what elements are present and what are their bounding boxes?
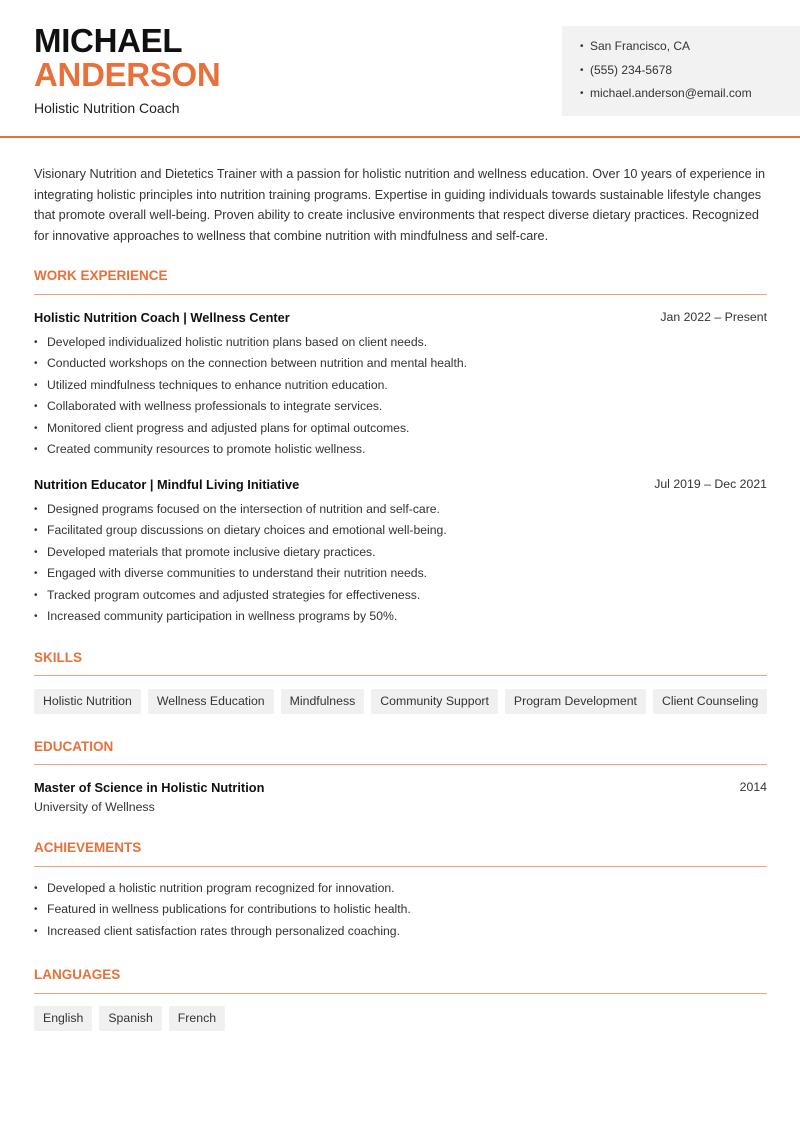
language-chips (34, 1006, 225, 1031)
contact-text: San Francisco, CA (590, 39, 691, 53)
language-chip: French (169, 1006, 225, 1031)
bullet-icon: • (34, 568, 38, 580)
skill-chip: Community Support (371, 689, 498, 714)
job-dates: Jan 2022 – Present (660, 310, 767, 324)
list-item (34, 585, 764, 606)
bullet-text: Engaged with diverse communities to understand their nutrition needs. (47, 566, 428, 581)
job-role: Holistic Nutrition Coach (34, 100, 180, 116)
education-degree: Master of Science in Holistic Nutrition (34, 780, 265, 795)
bullet-icon: • (34, 883, 38, 894)
language-chip: English (34, 1006, 92, 1031)
header-divider (0, 136, 800, 138)
skill-chip: Mindfulness (281, 689, 365, 714)
bullet-icon: • (34, 610, 38, 622)
contact-phone (580, 63, 800, 87)
list-item (34, 878, 764, 899)
skill-chip: Wellness Education (148, 689, 274, 714)
bullet-text: Designed programs focused on the intersection of nutrition and self-care. (47, 502, 440, 516)
job-bullets (34, 499, 764, 627)
bullet-icon: • (34, 504, 38, 515)
list-item (34, 353, 764, 374)
language-chip: Spanish (99, 1006, 161, 1031)
section-divider (34, 866, 767, 867)
section-divider (34, 993, 767, 994)
bullet-text: Increased client satisfaction rates through personalized coaching. (47, 923, 400, 938)
list-item (34, 499, 764, 520)
bullet-text: Created community resources to promote holistic wellness. (47, 441, 366, 456)
education-school: University of Wellness (34, 800, 155, 814)
bullet-text: Conducted workshops on the connection between nutrition and mental health. (47, 356, 468, 371)
list-item (34, 520, 764, 541)
skill-chip: Holistic Nutrition (34, 689, 141, 714)
list-item (34, 606, 764, 627)
achievements-list (34, 878, 764, 942)
section-divider (34, 764, 767, 765)
summary-paragraph: Visionary Nutrition and Dietetics Trainer with a passion for holistic nutrition and wellness education. Over 10 years of experience in integrating holistic principles into nutrition training programs. Expertise in guiding individuals towards sustainable lifestyle changes that promote overall well-being. Proven ability to create inclusive environments that respect diverse dietary practices. Recognized for innovative approaches to wellness that combine nutrition with mindfulness and self-care. (34, 167, 766, 243)
contact-text[interactable]: michael.anderson@email.com (590, 86, 752, 100)
bullet-icon: • (34, 379, 38, 391)
section-title-education: EDUCATION (34, 739, 114, 754)
section-divider (34, 294, 767, 295)
bullet-icon: • (34, 546, 38, 558)
list-item (34, 921, 764, 942)
job-dates: Jul 2019 – Dec 2021 (654, 477, 767, 491)
section-title-work: WORK EXPERIENCE (34, 268, 168, 283)
bullet-text: Developed individualized holistic nutrition plans based on client needs. (47, 335, 428, 349)
bullet-icon: • (34, 525, 38, 537)
bullet-text: Facilitated group discussions on dietary choices and emotional well-being. (47, 523, 447, 538)
bullet-text: Monitored client progress and adjusted plans for optimal outcomes. (47, 420, 410, 435)
list-item (34, 439, 764, 460)
last-name: ANDERSON (34, 56, 221, 93)
bullet-icon: • (580, 64, 584, 76)
first-name: MICHAEL (34, 22, 183, 59)
skills-chips (34, 689, 767, 714)
skill-chip: Program Development (505, 689, 646, 714)
section-title-skills: SKILLS (34, 650, 83, 665)
job-bullets (34, 332, 764, 460)
job-heading: Holistic Nutrition Coach | Wellness Center (34, 310, 290, 325)
bullet-icon: • (34, 904, 38, 916)
section-title-achievements: ACHIEVEMENTS (34, 840, 142, 855)
bullet-text: Developed a holistic nutrition program recognized for innovation. (47, 881, 395, 895)
section-title-languages: LANGUAGES (34, 967, 121, 982)
bullet-icon: • (34, 337, 38, 348)
bullet-icon: • (34, 401, 38, 413)
bullet-icon: • (580, 88, 584, 99)
list-item (34, 396, 764, 417)
list-item (34, 332, 764, 353)
list-item (34, 899, 764, 920)
list-item (34, 542, 764, 563)
education-year: 2014 (739, 780, 767, 794)
bullet-icon: • (34, 358, 38, 370)
bullet-text: Collaborated with wellness professionals to integrate services. (47, 399, 383, 414)
section-divider (34, 675, 767, 676)
bullet-text: Tracked program outcomes and adjusted strategies for effectiveness. (47, 587, 421, 602)
job-heading: Nutrition Educator | Mindful Living Initiative (34, 477, 300, 492)
contact-email[interactable] (580, 86, 800, 110)
list-item (34, 418, 764, 439)
contact-box (562, 26, 800, 116)
list-item (34, 375, 764, 396)
bullet-icon: • (34, 925, 38, 937)
bullet-icon: • (580, 41, 584, 52)
contact-text: (555) 234-5678 (590, 62, 673, 77)
resume-header (0, 0, 800, 138)
contact-location (580, 39, 800, 63)
bullet-text: Featured in wellness publications for contributions to holistic health. (47, 902, 411, 917)
bullet-text: Increased community participation in wellness programs by 50%. (47, 608, 398, 623)
bullet-text: Utilized mindfulness techniques to enhance nutrition education. (47, 377, 388, 392)
bullet-icon: • (34, 443, 38, 455)
bullet-icon: • (34, 422, 38, 434)
bullet-icon: • (34, 589, 38, 601)
bullet-text: Developed materials that promote inclusive dietary practices. (47, 544, 376, 559)
skill-chip: Client Counseling (653, 689, 767, 714)
list-item (34, 563, 764, 584)
